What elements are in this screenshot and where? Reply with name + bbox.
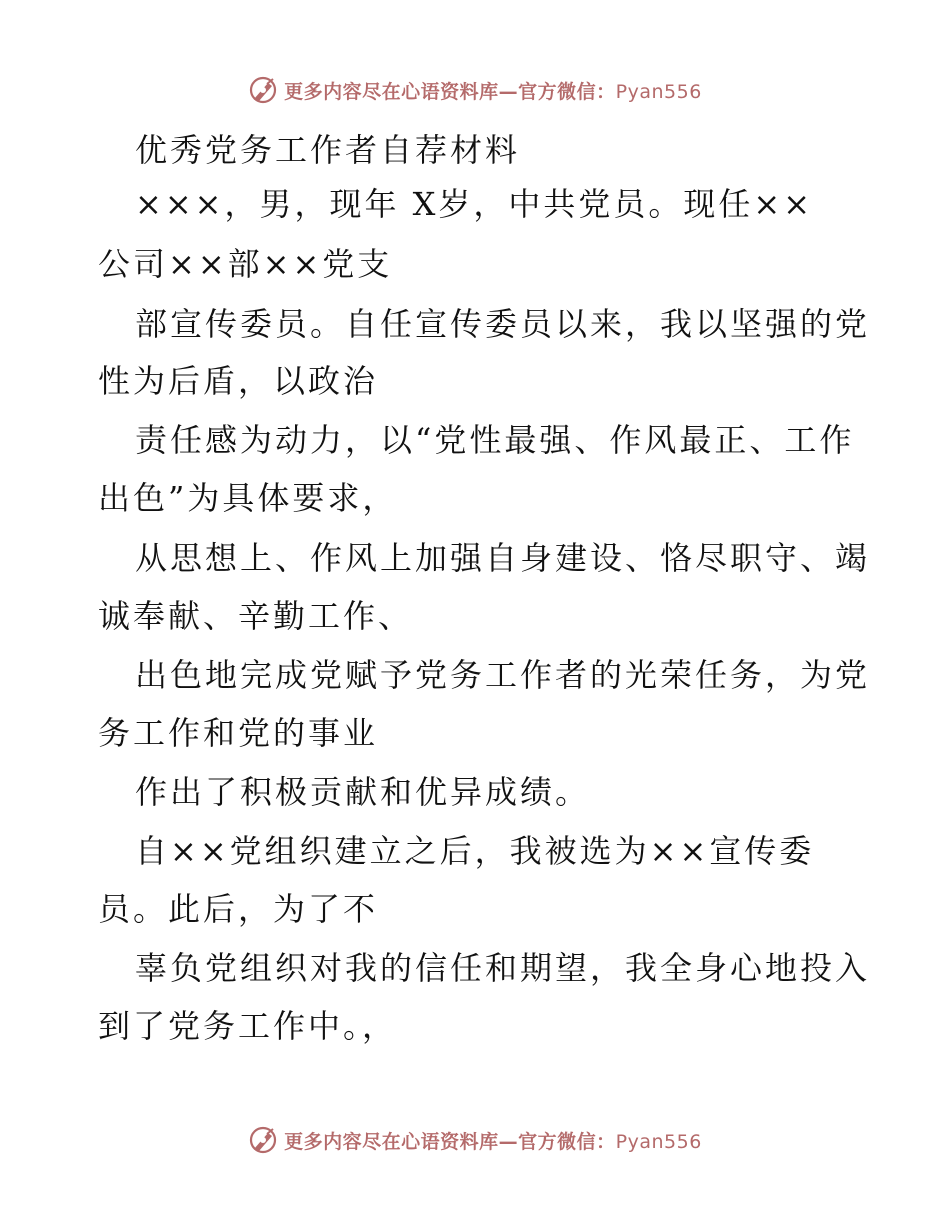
paragraph-line: 作出了积极贡献和优异成绩。 [135,773,591,811]
paragraph-line: 从思想上、作风上加强自身建设、恪尽职守、竭 [135,539,871,577]
watermark-text [284,77,702,104]
paragraph-line: 诚奉献、辛勤工作、 [98,597,414,635]
paragraph-line: 性为后盾，以政治 [98,362,379,400]
paragraph-line: ×××，男，现年 X岁，中共党员。现任×× [135,185,814,223]
watermark-wechat-id: Pyan556 [615,1130,702,1153]
paragraph-line: 部宣传委员。自任宣传委员以来，我以坚强的党 [135,305,871,343]
watermark-text-cn: 更多内容尽在心语资料库—官方微信： [284,80,616,103]
paragraph-line: 出色”为具体要求， [98,479,398,517]
pen-logo-icon [248,1125,278,1155]
paragraph-line: 出色地完成党赋予党务工作者的光荣任务，为党 [135,656,871,694]
paragraph-line: 员。此后，为了不 [98,890,379,928]
pen-logo-icon [248,75,278,105]
paragraph-line: 自××党组织建立之后，我被选为××宣传委 [135,832,815,870]
document-title: 优秀党务工作者自荐材料 [135,131,521,169]
paragraph-line: 辜负党组织对我的信任和期望，我全身心地投入 [135,949,871,987]
watermark-wechat-id: Pyan556 [615,80,702,103]
watermark-text [284,1127,702,1154]
paragraph-line: 公司××部××党支 [98,245,393,283]
footer-watermark-banner [0,1120,950,1160]
paragraph-line: 务工作和党的事业 [98,714,379,752]
header-watermark-banner [0,70,950,110]
watermark-text-cn: 更多内容尽在心语资料库—官方微信： [284,1130,616,1153]
paragraph-line: 责任感为动力，以“党性最强、作风最正、工作 [135,421,855,459]
paragraph-line: 到了党务工作中。， [98,1007,398,1045]
